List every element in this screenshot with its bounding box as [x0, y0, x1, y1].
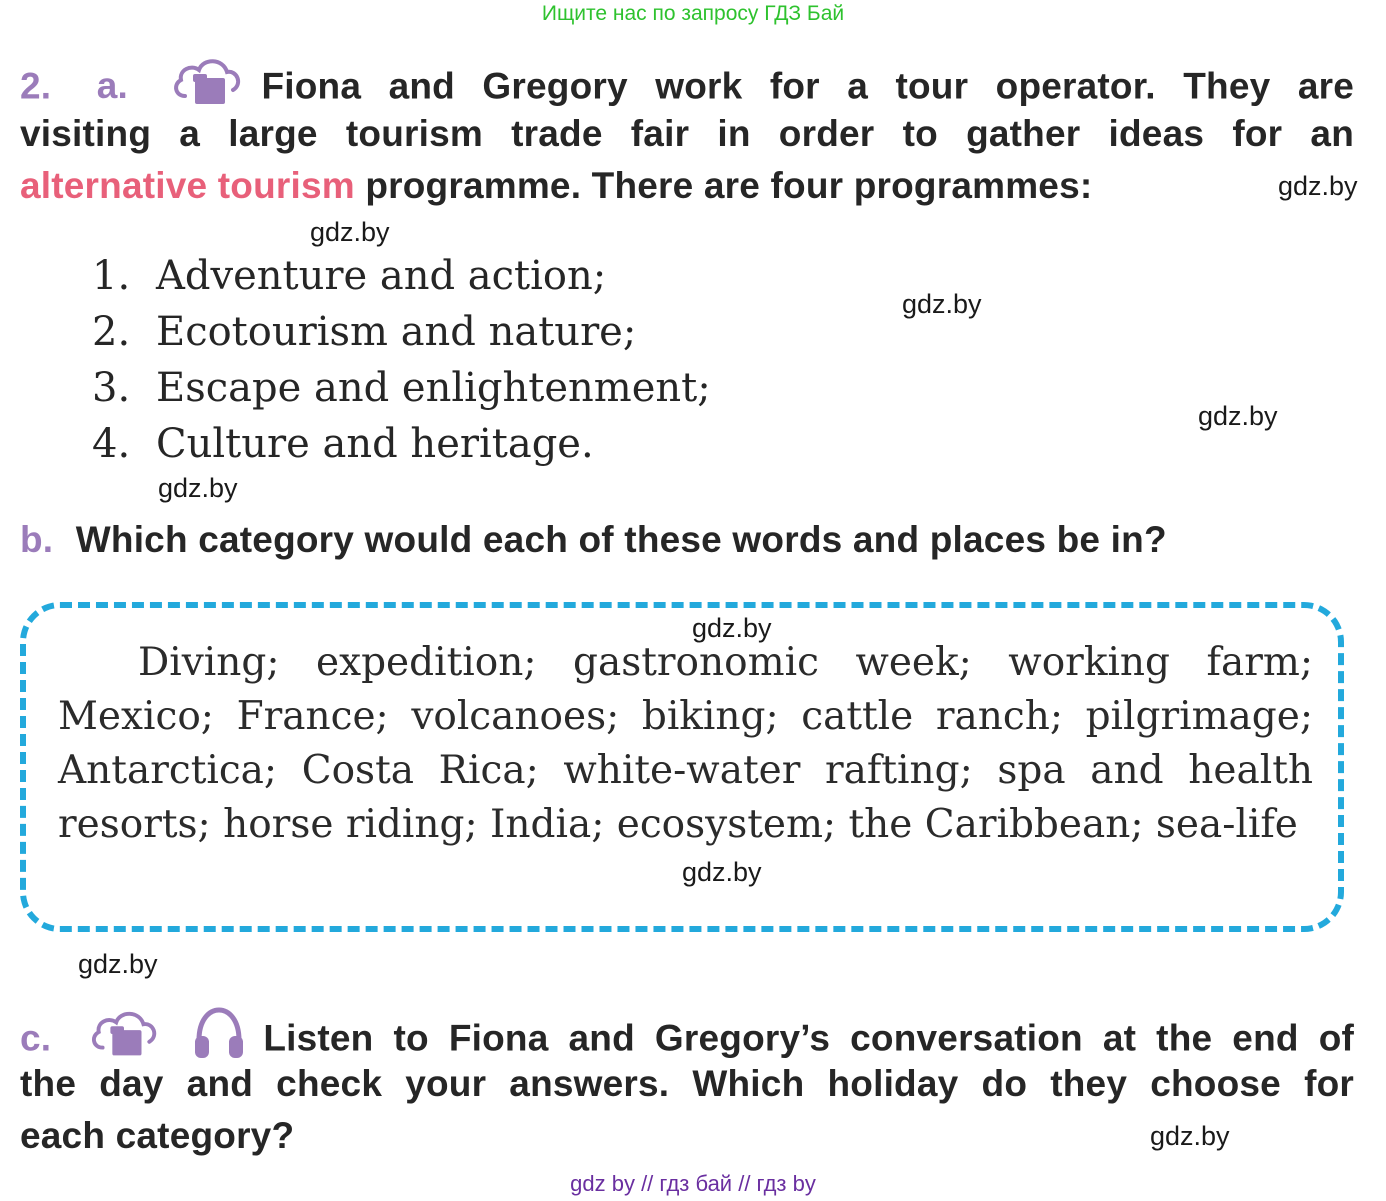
watermark: gdz.by: [78, 949, 158, 979]
exercise-number: 2.: [20, 65, 52, 107]
task-c-text-1: Listen to Fiona and Gregory’s conversation at the end of: [263, 1017, 1355, 1059]
task-c-letter: c.: [20, 1017, 52, 1059]
task-b-line: [20, 514, 1354, 565]
task-a-line-2: visiting a large tourism trade fair in order to gather ideas for an: [20, 113, 1354, 154]
top-banner: Ищите нас по запросу ГДЗ Бай: [541, 2, 845, 25]
watermark: gdz.by: [1198, 401, 1278, 431]
task-c-line-2: the day and check your answers. Which holiday do they choose for: [20, 1063, 1354, 1104]
programme-list: [92, 248, 711, 472]
task-a-letter: a.: [96, 65, 128, 107]
bottom-bar: gdz by // гдз бай // гдз by: [570, 1171, 816, 1196]
list-item: 3. Escape and enlightenment;: [92, 365, 711, 411]
word-box-text: Diving; expedition; gastronomic week; working farm; Mexico; France; volcanoes; biking; cattle ranch; pilgrimage; Antarctica; Costa Rica; white-water rafting; spa and health resorts; horse riding; India; ecosystem; the Caribbean; sea-life: [58, 640, 1313, 847]
task-b-letter: b.: [20, 519, 54, 560]
list-item: 1. Adventure and action;: [92, 253, 607, 299]
watermark: gdz.by: [902, 289, 982, 319]
list-item: 4. Culture and heritage.: [92, 421, 594, 467]
watermark: gdz.by: [310, 217, 390, 247]
watermark: gdz.by: [682, 857, 762, 887]
task-a-text-1: Fiona and Gregory work for a tour operator. They are: [261, 65, 1355, 107]
task-a-line-3: [20, 160, 1354, 211]
watermark: gdz.by: [1150, 1121, 1230, 1151]
watermark: gdz.by: [158, 473, 238, 503]
watermark: gdz.by: [692, 613, 772, 643]
highlight-term: alternative tourism: [20, 165, 355, 206]
task-c-line-3: each category?: [20, 1115, 295, 1156]
task-a-text-3: programme. There are four programmes:: [365, 165, 1093, 206]
task-b-text: Which category would each of these words and places be in?: [75, 519, 1167, 560]
watermark: gdz.by: [1278, 171, 1358, 201]
list-item: 2. Ecotourism and nature;: [92, 309, 637, 355]
